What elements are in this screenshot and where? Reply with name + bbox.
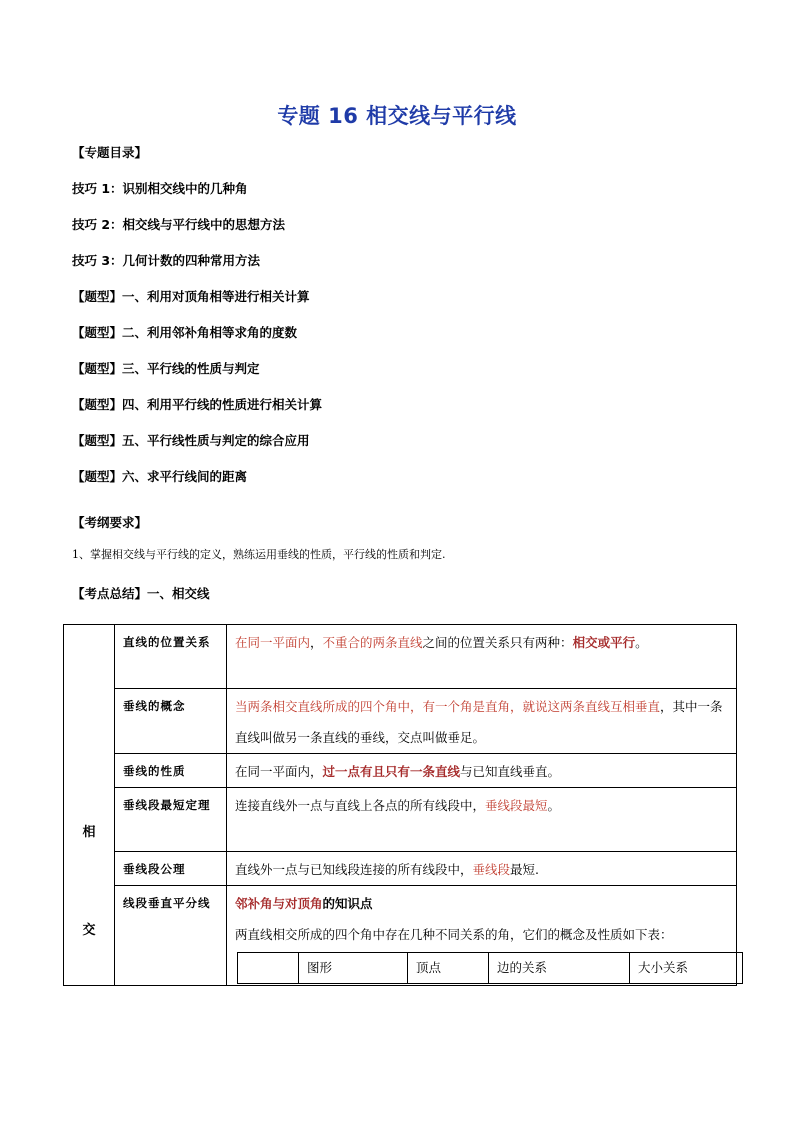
text-fragment: 。 — [635, 635, 648, 650]
inner-header: 边的关系 — [489, 953, 630, 984]
row-label: 垂线段公理 — [115, 852, 227, 886]
text-fragment: 邻补角与对顶角 — [235, 896, 323, 911]
text-fragment: 最短. — [510, 862, 540, 877]
text-fragment: 当两条相交直线所成的四个角中， — [235, 699, 423, 714]
text-fragment: 的知识点 — [322, 896, 373, 911]
text-fragment: 连接直线外一点与直线上各点的所有线段中， — [235, 798, 486, 813]
knowledge-table — [63, 624, 737, 986]
toc-item: 技巧 1：识别相交线中的几种角 — [72, 181, 248, 196]
text-fragment: 垂线段 — [472, 862, 511, 877]
toc-item: 【题型】五、平行线性质与判定的综合应用 — [72, 433, 310, 448]
category-char-bottom: 交 — [82, 923, 96, 938]
inner-header: 图形 — [299, 953, 408, 984]
toc-item: 技巧 2：相交线与平行线中的思想方法 — [72, 217, 286, 232]
row-content-line2: 两直线相交所成的四个角中存在几种不同关系的角，它们的概念及性质如下表： — [235, 927, 673, 942]
inner-header: 顶点 — [408, 953, 489, 984]
toc-item: 【题型】四、利用平行线的性质进行相关计算 — [72, 397, 323, 412]
text-fragment: 在同一平面内 — [235, 635, 311, 650]
text-fragment: 直线外一点与已知线段连接的所有线段中， — [235, 862, 473, 877]
row-content — [227, 754, 737, 788]
toc-item: 【题型】一、利用对顶角相等进行相关计算 — [72, 289, 310, 304]
text-fragment: ，就说这两条直线互相垂直 — [510, 699, 661, 714]
row-label: 垂线段最短定理 — [115, 788, 227, 852]
text-fragment: 与已知直线垂直。 — [460, 764, 561, 779]
requirements-heading: 【考纲要求】 — [72, 515, 148, 530]
toc-heading: 【专题目录】 — [72, 145, 148, 160]
toc-item: 【题型】三、平行线的性质与判定 — [72, 361, 260, 376]
requirements-text: 1、掌握相交线与平行线的定义，熟练运用垂线的性质，平行线的性质和判定. — [72, 548, 446, 561]
text-fragment: 在同一平面内， — [235, 764, 323, 779]
text-fragment: 不重合的两条直线 — [322, 635, 423, 650]
row-label: 线段垂直平分线 — [115, 886, 227, 986]
text-fragment: ，其中一条直线叫做另一条直线的垂线，交点叫做垂足。 — [235, 699, 723, 745]
angle-relation-table — [237, 952, 743, 984]
text-fragment: 相交或平行 — [572, 635, 636, 650]
row-content — [227, 788, 737, 852]
toc-item: 技巧 3：几何计数的四种常用方法 — [72, 253, 261, 268]
row-label: 垂线的概念 — [115, 689, 227, 754]
category-char-top: 相 — [82, 825, 96, 840]
text-fragment: 垂线段最短 — [485, 798, 548, 813]
category-cell — [64, 625, 115, 986]
inner-header: 大小关系 — [630, 953, 743, 984]
text-fragment: 过一点有且只有一条直线 — [322, 764, 461, 779]
text-fragment: ， — [310, 635, 323, 650]
row-content — [227, 625, 737, 689]
row-label: 垂线的性质 — [115, 754, 227, 788]
row-content — [227, 886, 737, 986]
row-content — [227, 689, 737, 754]
inner-header — [238, 953, 299, 984]
summary-heading: 【考点总结】一、相交线 — [72, 586, 210, 601]
row-label: 直线的位置关系 — [115, 625, 227, 689]
toc-item: 【题型】六、求平行线间的距离 — [72, 469, 248, 484]
toc-item: 【题型】二、利用邻补角相等求角的度数 — [72, 325, 298, 340]
text-fragment: 。 — [547, 798, 561, 813]
page-title: 专题 16 相交线与平行线 — [277, 104, 517, 128]
text-fragment: 之间的位置关系只有两种： — [422, 635, 573, 650]
text-fragment: 有一个角是直角 — [422, 699, 511, 714]
row-content — [227, 852, 737, 886]
